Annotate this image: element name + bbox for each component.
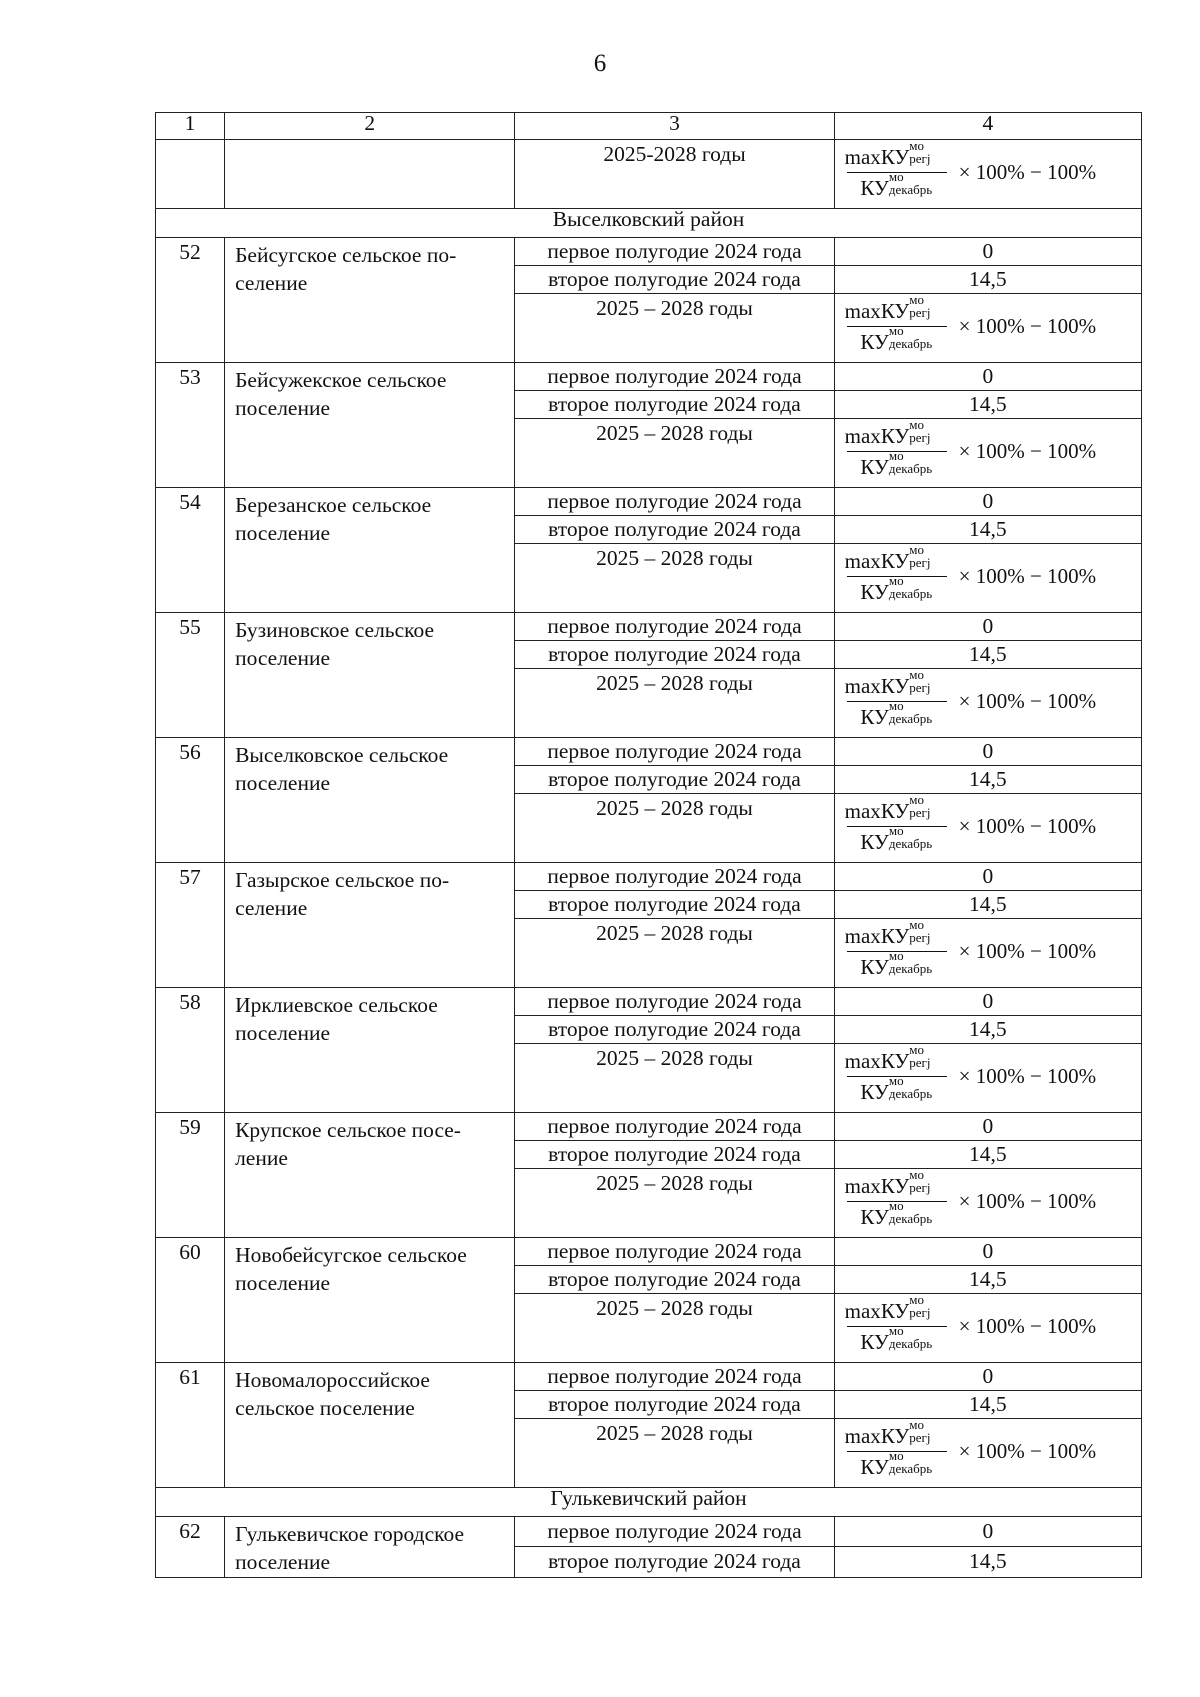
settlement-name: Березанское сельское поселение: [225, 488, 515, 613]
num-cell: [156, 140, 225, 209]
formula-fraction: [844, 1417, 949, 1482]
formula-cell: [834, 544, 1141, 613]
value-cell: 14,5: [834, 516, 1141, 544]
period-cell: 2025 – 2028 годы: [515, 919, 834, 988]
value-cell: 0: [834, 863, 1141, 891]
value-cell: 0: [834, 238, 1141, 266]
continuation-row: [156, 140, 1142, 209]
formula-numerator: maxКУ мо регj: [844, 138, 931, 169]
formula-numerator: maxКУ мо регj: [844, 1292, 931, 1323]
row-number: 58: [156, 988, 225, 1113]
name-cell: [225, 140, 515, 209]
formula-fraction: [844, 417, 949, 482]
period-cell: первое полугодие 2024 года: [515, 988, 834, 1016]
value-cell: 14,5: [834, 766, 1141, 794]
formula-numerator: maxКУ мо регj: [844, 542, 931, 573]
formula-fraction: [844, 138, 949, 203]
period-cell: второе полугодие 2024 года: [515, 1141, 834, 1169]
formula-tail: × 100% − 100%: [958, 1064, 1097, 1088]
table-row: [156, 863, 1142, 891]
formula-numerator: maxКУ мо регj: [844, 667, 931, 698]
formula-tail: × 100% − 100%: [958, 1439, 1097, 1463]
row-number: 60: [156, 1238, 225, 1363]
settlement-name: Газырское сельское по-селение: [225, 863, 515, 988]
value-cell: 0: [834, 363, 1141, 391]
value-cell: 14,5: [834, 391, 1141, 419]
period-cell: второе полугодие 2024 года: [515, 1016, 834, 1044]
table-row: [156, 1238, 1142, 1266]
table-row: [156, 363, 1142, 391]
formula-fraction: [844, 1292, 949, 1357]
page-number: 6: [593, 50, 607, 77]
period-cell: второе полугодие 2024 года: [515, 766, 834, 794]
formula-cell: [834, 419, 1141, 488]
formula-tail: × 100% − 100%: [958, 814, 1097, 838]
period-cell: первое полугодие 2024 года: [515, 238, 834, 266]
table-header-row: [156, 113, 1142, 140]
value-cell: 0: [834, 738, 1141, 766]
formula-fraction: [844, 292, 949, 357]
value-cell: 14,5: [834, 1266, 1141, 1294]
formula-denominator: КУ мо декабрь: [860, 1323, 933, 1354]
table-row: [156, 238, 1142, 266]
period-cell: первое полугодие 2024 года: [515, 613, 834, 641]
value-cell: 14,5: [834, 266, 1141, 294]
header-cell: 1: [156, 113, 225, 140]
formula-cell: [834, 919, 1141, 988]
formula-cell: [834, 1294, 1141, 1363]
formula-numerator: maxКУ мо регj: [844, 417, 931, 448]
row-number: 57: [156, 863, 225, 988]
formula-denominator: КУ мо декабрь: [860, 1198, 933, 1229]
formula-numerator: maxКУ мо регj: [844, 792, 931, 823]
period-cell: первое полугодие 2024 года: [515, 863, 834, 891]
section-title: Выселковский район: [156, 209, 1142, 238]
formula-denominator: КУ мо декабрь: [860, 323, 933, 354]
formula-denominator: КУ мо декабрь: [860, 448, 933, 479]
formula-fraction: [844, 542, 949, 607]
settlement-name: Новомалороссийское сельское поселение: [225, 1363, 515, 1488]
period-cell: второе полугодие 2024 года: [515, 641, 834, 669]
row-number: 53: [156, 363, 225, 488]
data-table: [155, 112, 1142, 1578]
formula-tail: × 100% − 100%: [958, 564, 1097, 588]
formula-cell: [834, 1044, 1141, 1113]
formula-cell: [834, 1419, 1141, 1488]
formula-tail: × 100% − 100%: [958, 439, 1097, 463]
period-cell: 2025 – 2028 годы: [515, 1044, 834, 1113]
settlement-name: Бейсугское сельское по-селение: [225, 238, 515, 363]
row-number: 59: [156, 1113, 225, 1238]
period-cell: первое полугодие 2024 года: [515, 1363, 834, 1391]
formula-fraction: [844, 1167, 949, 1232]
section-row: [156, 209, 1142, 238]
row-number: 54: [156, 488, 225, 613]
formula-denominator: КУ мо декабрь: [860, 1448, 933, 1479]
settlement-name: Ирклиевское сельское поселение: [225, 988, 515, 1113]
formula-tail: × 100% − 100%: [958, 160, 1097, 184]
formula-denominator: КУ мо декабрь: [860, 169, 933, 200]
formula-cell: [834, 1169, 1141, 1238]
period-cell: 2025 – 2028 годы: [515, 1294, 834, 1363]
period-cell: первое полугодие 2024 года: [515, 738, 834, 766]
value-cell: 0: [834, 1113, 1141, 1141]
header-cell: 4: [834, 113, 1141, 140]
settlement-name: Бейсужекское сельское поселение: [225, 363, 515, 488]
formula-denominator: КУ мо декабрь: [860, 1073, 933, 1104]
period-cell: 2025 – 2028 годы: [515, 794, 834, 863]
table-row: [156, 738, 1142, 766]
formula-numerator: maxКУ мо регj: [844, 1042, 931, 1073]
value-cell: 0: [834, 1363, 1141, 1391]
formula-fraction: [844, 917, 949, 982]
formula-numerator: maxКУ мо регj: [844, 1167, 931, 1198]
formula-tail: × 100% − 100%: [958, 939, 1097, 963]
settlement-name: Выселковское сельское поселение: [225, 738, 515, 863]
period-cell: первое полугодие 2024 года: [515, 1238, 834, 1266]
value-cell: 14,5: [834, 1016, 1141, 1044]
formula-cell: [834, 294, 1141, 363]
formula-numerator: maxКУ мо регj: [844, 292, 931, 323]
row-number: 55: [156, 613, 225, 738]
formula-tail: × 100% − 100%: [958, 314, 1097, 338]
period-cell: 2025 – 2028 годы: [515, 1419, 834, 1488]
formula-tail: × 100% − 100%: [958, 1314, 1097, 1338]
period-cell: первое полугодие 2024 года: [515, 363, 834, 391]
formula-numerator: maxКУ мо регj: [844, 917, 931, 948]
formula-denominator: КУ мо декабрь: [860, 573, 933, 604]
period-cell: второе полугодие 2024 года: [515, 266, 834, 294]
value-cell: 14,5: [834, 1391, 1141, 1419]
settlement-name: Бузиновское сельское поселение: [225, 613, 515, 738]
period-cell: 2025 – 2028 годы: [515, 1169, 834, 1238]
formula-cell: [834, 794, 1141, 863]
period-cell: 2025 – 2028 годы: [515, 544, 834, 613]
period-cell: второе полугодие 2024 года: [515, 391, 834, 419]
settlement-name: Новобейсугское сельское поселение: [225, 1238, 515, 1363]
period-cell: первое полугодие 2024 года: [515, 1113, 834, 1141]
formula-cell: [834, 140, 1141, 209]
period-cell: первое полугодие 2024 года: [515, 488, 834, 516]
table-row: [156, 1517, 1142, 1547]
value-cell: 0: [834, 1517, 1141, 1547]
period-cell: второе полугодие 2024 года: [515, 516, 834, 544]
table-row: [156, 1113, 1142, 1141]
row-number: 61: [156, 1363, 225, 1488]
period-cell: второе полугодие 2024 года: [515, 1391, 834, 1419]
settlement-name: Крупское сельское посе-ление: [225, 1113, 515, 1238]
formula-numerator: maxКУ мо регj: [844, 1417, 931, 1448]
row-number: 62: [156, 1517, 225, 1578]
header-cell: 2: [225, 113, 515, 140]
value-cell: 14,5: [834, 1547, 1141, 1577]
period-cell: 2025 – 2028 годы: [515, 294, 834, 363]
table-row: [156, 488, 1142, 516]
section-title: Гулькевичский район: [156, 1488, 1142, 1517]
formula-tail: × 100% − 100%: [958, 689, 1097, 713]
period-cell: первое полугодие 2024 года: [515, 1517, 834, 1547]
formula-denominator: КУ мо декабрь: [860, 823, 933, 854]
period-cell: второе полугодие 2024 года: [515, 1266, 834, 1294]
value-cell: 14,5: [834, 1141, 1141, 1169]
row-number: 56: [156, 738, 225, 863]
period-cell: второе полугодие 2024 года: [515, 891, 834, 919]
value-cell: 14,5: [834, 641, 1141, 669]
value-cell: 0: [834, 1238, 1141, 1266]
period-cell: второе полугодие 2024 года: [515, 1547, 834, 1577]
formula-cell: [834, 669, 1141, 738]
value-cell: 0: [834, 988, 1141, 1016]
period-cell: 2025-2028 годы: [515, 140, 834, 209]
formula-tail: × 100% − 100%: [958, 1189, 1097, 1213]
table-row: [156, 613, 1142, 641]
formula-denominator: КУ мо декабрь: [860, 948, 933, 979]
settlement-name: Гулькевичское городское поселение: [225, 1517, 515, 1578]
formula-fraction: [844, 792, 949, 857]
period-cell: 2025 – 2028 годы: [515, 419, 834, 488]
value-cell: 0: [834, 488, 1141, 516]
table-row: [156, 988, 1142, 1016]
value-cell: 14,5: [834, 891, 1141, 919]
period-cell: 2025 – 2028 годы: [515, 669, 834, 738]
value-cell: 0: [834, 613, 1141, 641]
formula-fraction: [844, 1042, 949, 1107]
formula-fraction: [844, 667, 949, 732]
table-row: [156, 1363, 1142, 1391]
row-number: 52: [156, 238, 225, 363]
formula-denominator: КУ мо декабрь: [860, 698, 933, 729]
header-cell: 3: [515, 113, 834, 140]
section-row: [156, 1488, 1142, 1517]
